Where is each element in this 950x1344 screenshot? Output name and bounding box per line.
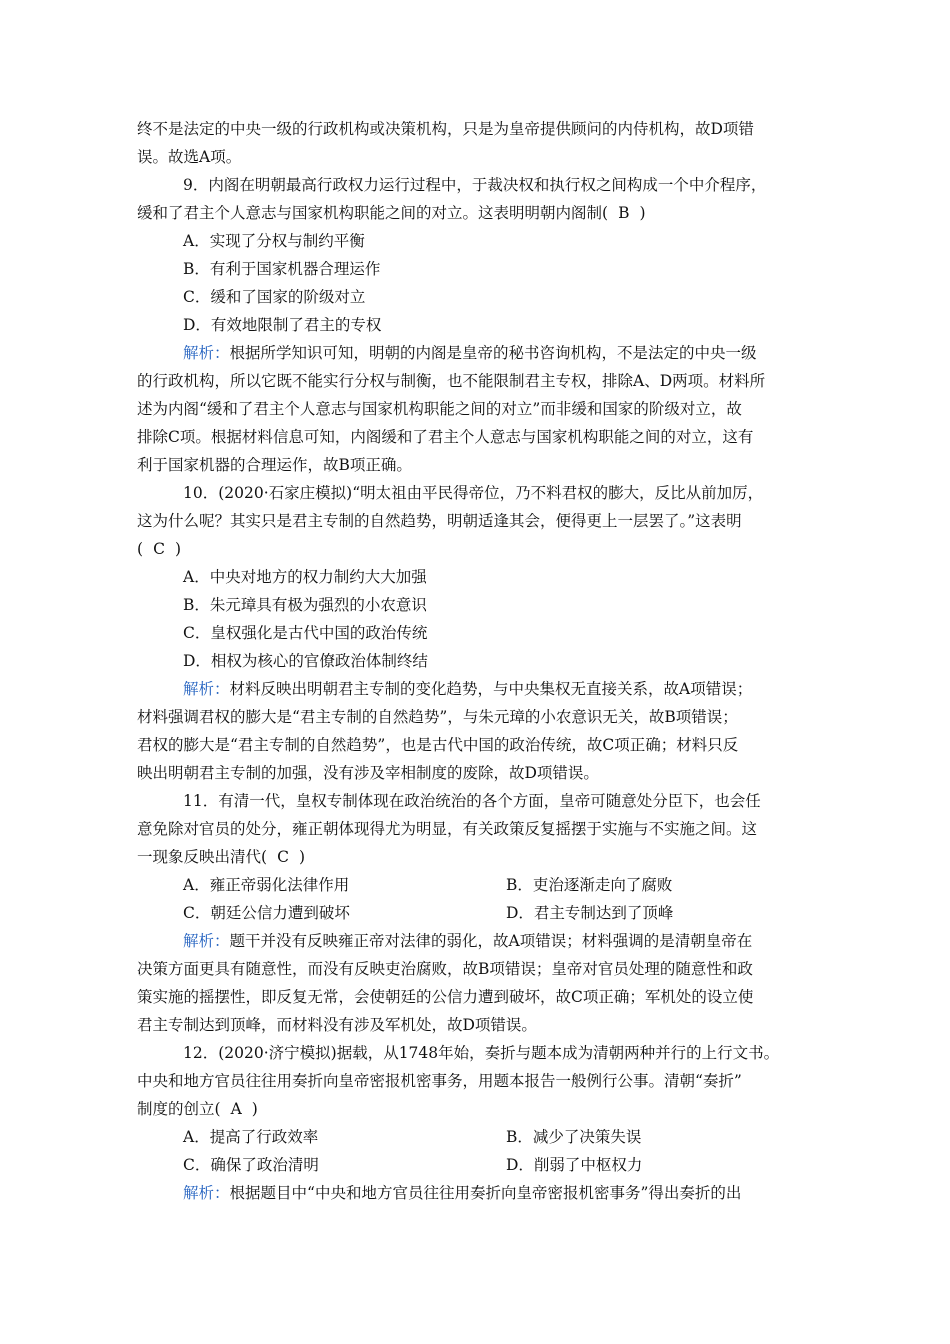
option-b: B．减少了决策失误 (506, 1128, 642, 1146)
options-row (137, 1151, 817, 1179)
analysis-line (137, 927, 817, 955)
analysis-line: 述为内阁“缓和了君主个人意志与国家机构职能之间的对立”而非缓和国家的阶级对立，故 (137, 400, 742, 418)
intro-line-1: 终不是法定的中央一级的行政机构或决策机构，只是为皇帝提供顾问的内侍机构，故D项错 (137, 120, 754, 138)
analysis-line (137, 339, 817, 367)
question-stem: 9．内阁在明朝最高行政权力运行过程中，于裁决权和执行权之间构成一个中介程序， (183, 176, 767, 194)
analysis-label: 解析： (183, 344, 230, 362)
paren-close: ) (251, 1100, 258, 1118)
question-stem: 10．(2020·石家庄模拟)“明太祖由平民得帝位，乃不料君权的膨大，反比从前加厉， (183, 484, 764, 502)
options-row (137, 871, 817, 899)
options-row (137, 1123, 817, 1151)
answer-line (137, 535, 817, 563)
analysis-label: 解析： (183, 932, 230, 950)
analysis-line: 排除C项。根据材料信息可知，内阁缓和了君主个人意志与国家机构职能之间的对立，这有 (137, 428, 754, 446)
option-b: B．有利于国家机器合理运作 (183, 260, 381, 278)
question-stem (137, 843, 817, 871)
option-a: A．实现了分权与制约平衡 (183, 232, 365, 250)
option-b: B．吏治逐渐走向了腐败 (506, 876, 673, 894)
analysis-line: 决策方面更具有随意性，而没有反映吏治腐败，故B项错误；皇帝对官员处理的随意性和政 (137, 960, 753, 978)
option-c: C．朝廷公信力遭到破坏 (183, 904, 350, 922)
option-b: B．朱元璋具有极为强烈的小农意识 (183, 596, 427, 614)
paren-close: ) (298, 848, 305, 866)
answer-letter: A (230, 1100, 242, 1118)
analysis-text: 题干并没有反映雍正帝对法律的弱化，故A项错误；材料强调的是清朝皇帝在 (229, 932, 753, 950)
question-9 (137, 171, 817, 479)
option-d: D．削弱了中枢权力 (506, 1156, 643, 1174)
answer-letter: C (277, 848, 289, 866)
option-d: D．有效地限制了君主的专权 (183, 316, 382, 334)
question-stem (137, 1095, 817, 1123)
question-stem: 意免除对官员的处分，雍正朝体现得尤为明显，有关政策反复摇摆于实施与不实施之间。这 (137, 820, 758, 838)
analysis-text: 材料反映出明朝君主专制的变化趋势，与中央集权无直接关系，故A项错误； (229, 680, 753, 698)
question-12 (137, 1039, 817, 1207)
analysis-text: 根据题目中“中央和地方官员往往用奏折向皇帝密报机密事务”得出奏折的出 (229, 1184, 742, 1202)
question-stem (137, 199, 817, 227)
option-a: A．提高了行政效率 (183, 1128, 319, 1146)
question-stem: 11．有清一代，皇权专制体现在政治统治的各个方面，皇帝可随意处分臣下，也会任 (183, 792, 761, 810)
analysis-text: 根据所学知识可知，明朝的内阁是皇帝的秘书咨询机构，不是法定的中央一级 (229, 344, 757, 362)
analysis-line: 利于国家机器的合理运作，故B项正确。 (137, 456, 412, 474)
options-row (137, 899, 817, 927)
question-10 (137, 479, 817, 787)
document-page (137, 115, 817, 1207)
analysis-line: 君主专制达到顶峰，而材料没有涉及军机处，故D项错误。 (137, 1016, 537, 1034)
analysis-line: 君权的膨大是“君主专制的自然趋势”，也是古代中国的政治传统，故C项正确；材料只反 (137, 736, 739, 754)
option-c: C．缓和了国家的阶级对立 (183, 288, 366, 306)
analysis-line (137, 1179, 817, 1207)
answer-letter: C (153, 540, 165, 558)
stem-text: 缓和了君主个人意志与国家机构职能之间的对立。这表明明朝内阁制( (137, 204, 609, 222)
paren-close: ) (174, 540, 181, 558)
option-c: C．确保了政治清明 (183, 1156, 319, 1174)
option-d: D．相权为核心的官僚政治体制终结 (183, 652, 428, 670)
question-11 (137, 787, 817, 1039)
question-stem: 这为什么呢？其实只是君主专制的自然趋势，明朝适逢其会，便得更上一层罢了。”这表明 (137, 512, 742, 530)
option-a: A．雍正帝弱化法律作用 (183, 876, 350, 894)
stem-text: 制度的创立( (137, 1100, 221, 1118)
analysis-line: 策实施的摇摆性，即反复无常，会使朝廷的公信力遭到破坏，故C项正确；军机处的设立使 (137, 988, 754, 1006)
question-stem: 中央和地方官员往往用奏折向皇帝密报机密事务，用题本报告一般例行公事。清朝“奏折” (137, 1072, 742, 1090)
option-a: A．中央对地方的权力制约大大加强 (183, 568, 427, 586)
question-stem: 12．(2020·济宁模拟)据载，从1748年始，奏折与题本成为清朝两种并行的上行文书。 (183, 1044, 780, 1062)
option-c: C．皇权强化是古代中国的政治传统 (183, 624, 428, 642)
stem-text: 一现象反映出清代( (137, 848, 268, 866)
analysis-label: 解析： (183, 1184, 230, 1202)
analysis-line: 的行政机构，所以它既不能实行分权与制衡，也不能限制君主专权，排除A、D两项。材料所 (137, 372, 766, 390)
analysis-line: 映出明朝君主专制的加强，没有涉及宰相制度的废除，故D项错误。 (137, 764, 599, 782)
analysis-label: 解析： (183, 680, 230, 698)
paren-open: ( (137, 540, 144, 558)
analysis-line: 材料强调君权的膨大是“君主专制的自然趋势”，与朱元璋的小农意识无关，故B项错误； (137, 708, 738, 726)
paren-close: ) (639, 204, 646, 222)
analysis-line (137, 675, 817, 703)
answer-letter: B (618, 204, 630, 222)
option-d: D．君主专制达到了顶峰 (506, 904, 674, 922)
intro-line-2: 误。故选A项。 (137, 148, 242, 166)
